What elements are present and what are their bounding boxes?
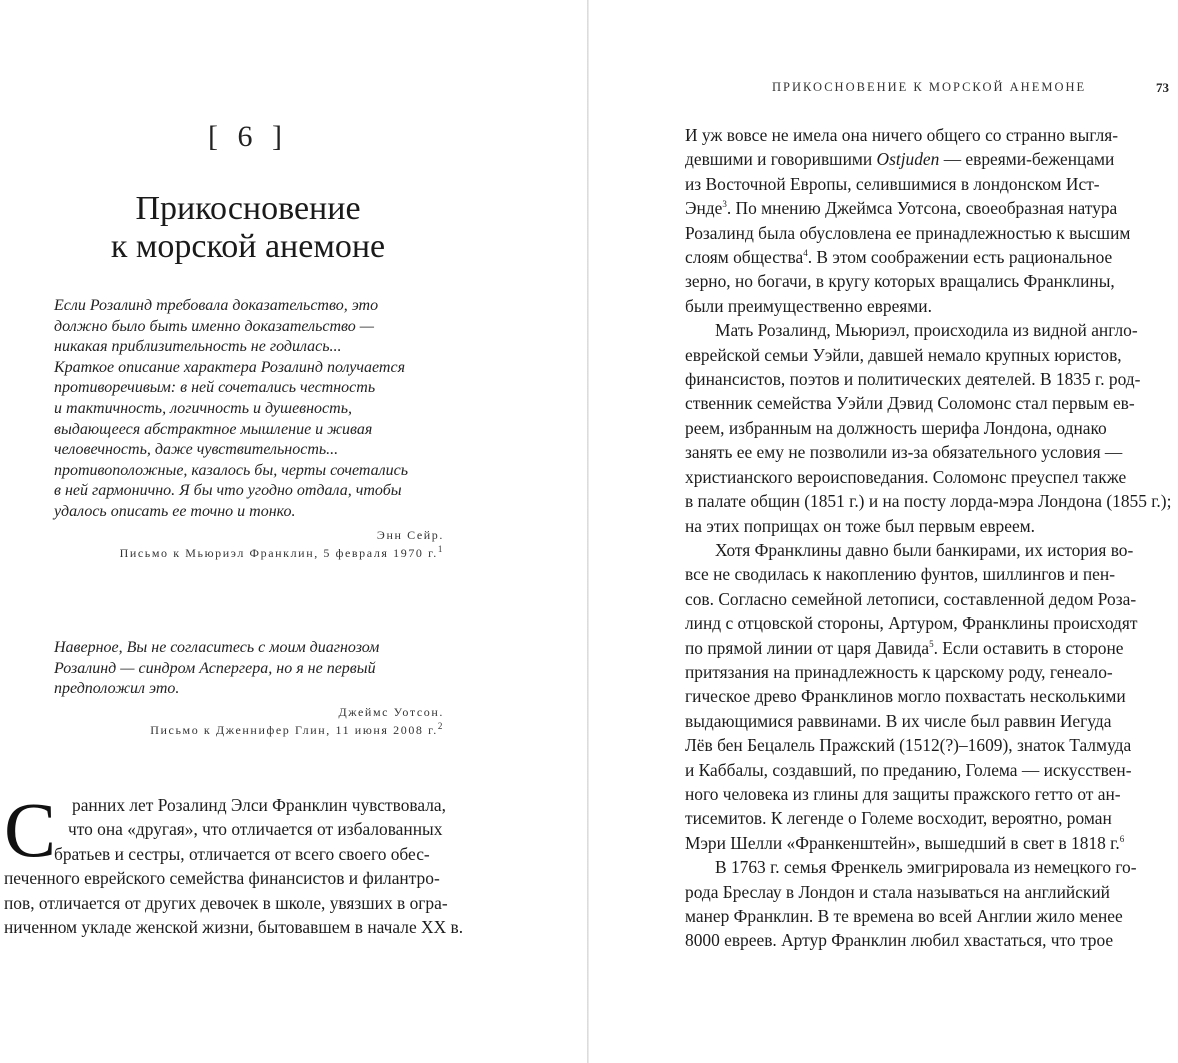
- epigraph-line: Наверное, Вы не согласитесь с моим диагнозом: [54, 639, 380, 656]
- right-page: [589, 0, 1178, 1063]
- paragraph-line: печенного еврейского семейства финансистов и филантро-: [4, 868, 440, 889]
- epigraph-line: Краткое описание характера Розалинд получается: [54, 358, 406, 376]
- paragraph-line: были преимущественно евреями.: [685, 295, 932, 316]
- paragraph-line: [685, 196, 1175, 220]
- footnote-ref: 5: [929, 638, 934, 649]
- chapter-title-line: Прикосновение: [135, 190, 361, 227]
- epigraph-line: никакая приблизительность не годилась...: [54, 338, 342, 356]
- epigraph-text: [54, 638, 444, 700]
- paragraph-line: гическое древо Франклинов могло похвастать несколькими: [685, 686, 1126, 707]
- text-run: Мэри Шелли «Франкенштейн», вышедший в свет в 1818 г.: [685, 832, 1120, 853]
- paragraph-line: из Восточной Европы, селившимися в лондонском Ист-: [685, 173, 1100, 194]
- epigraph-line: должно было быть именно доказательство —: [54, 317, 375, 335]
- paragraph-line: на этих поприщах он тоже был первым евреем.: [685, 515, 1036, 536]
- paragraph-line: что она «другая», что отличается от избалованных: [68, 819, 443, 840]
- paragraph-line: в палате общин (1851 г.) и на посту лорда-мэра Лондона (1855 г.);: [685, 491, 1172, 512]
- text-run: девшими и говорившими: [685, 149, 877, 170]
- paragraph-line: линд с отцовской стороны, Артуром, Франклины происходят: [685, 613, 1138, 634]
- chapter-title: [0, 190, 496, 266]
- epigraph-text: [54, 296, 444, 523]
- paragraph-line: зерно, но богачи, в кругу которых вращались Франклины,: [685, 271, 1115, 292]
- paragraph-line: ственник семейства Уэйли Дэвид Соломонс стал первым ев-: [685, 393, 1135, 414]
- running-head: ПРИКОСНОВЕНИЕ К МОРСКОЙ АНЕМОНЕ: [772, 80, 1087, 94]
- paragraph-line: [685, 636, 1175, 660]
- paragraph-line: 8000 евреев. Артур Франклин любил хвастаться, что трое: [685, 930, 1114, 951]
- paragraph-line: И уж вовсе не имела она ничего общего со странно выгля-: [685, 125, 1119, 145]
- paragraph-line: [685, 147, 1175, 171]
- epigraph-line: противоречивым: в ней сочетались честность: [54, 379, 376, 397]
- epigraph-line: предположил это.: [54, 680, 180, 698]
- footnote-ref: 4: [803, 248, 808, 259]
- text-run: . Если оставить в стороне: [933, 637, 1124, 658]
- paragraph-line: В 1763 г. семья Френкель эмигрировала из немецкого го-: [715, 857, 1137, 878]
- paragraph-line: выдающимися раввинами. В их числе был раввин Иегуда: [685, 710, 1112, 731]
- paragraph-line: финансистов, поэтов и политических деятелей. В 1835 г. род-: [685, 369, 1141, 390]
- paragraph-line: рода Бреслау в Лондон и стала называться на английский: [685, 881, 1110, 902]
- chapter-title-line: к морской анемоне: [110, 228, 386, 265]
- text-run: . В этом соображении есть рациональное: [807, 247, 1113, 268]
- text-run: . По мнению Джеймса Уотсона, своеобразная натура: [726, 198, 1118, 219]
- epigraph-source-text: Письмо к Мьюриэл Франклин, 5 февраля 1970 г.: [119, 545, 438, 560]
- epigraph-line: Если Розалинд требовала доказательство, это: [54, 297, 379, 314]
- text-run: по прямой линии от царя Давида: [685, 637, 930, 658]
- paragraph-line: все не сводилась к накоплению фунтов, шиллингов и пен-: [685, 564, 1115, 585]
- text-run: слоям общества: [685, 247, 804, 268]
- epigraph-source: [54, 544, 444, 562]
- opening-paragraph: [4, 786, 494, 939]
- paragraph-line: занять ее ему не позволили из-за обязательного условия —: [685, 442, 1123, 463]
- paragraph-line: пов, отличается от других девочек в школе, увязших в огра-: [4, 892, 448, 913]
- paragraph-line: ного человека из глины для защиты пражского гетто от ан-: [685, 783, 1121, 804]
- drop-cap: С: [4, 786, 57, 873]
- text-run: Энде: [685, 198, 723, 219]
- epigraph-source-text: Письмо к Дженнифер Глин, 11 июня 2008 г.: [150, 722, 438, 737]
- epigraph-watson: [54, 638, 444, 739]
- epigraph-author: Энн Сейр.: [376, 527, 444, 542]
- paragraph-line: притязания на принадлежность к царскому роду, генеало-: [685, 661, 1113, 682]
- paragraph-line: манер Франклин. В те времена во всей Англии жило менее: [685, 906, 1123, 926]
- epigraph-author: Джеймс Уотсон.: [338, 704, 444, 719]
- epigraph-source: [54, 721, 444, 739]
- italic-term: Ostjuden: [876, 149, 940, 170]
- footnote-ref: 6: [1119, 833, 1125, 844]
- paragraph-line: ранних лет Розалинд Элси Франклин чувствовала,: [72, 795, 446, 815]
- paragraph-line: ниченном укладе женской жизни, бытовавшем в начале XX в.: [4, 917, 464, 938]
- body-text: [685, 123, 1175, 953]
- paragraph-line: братьев и сестры, отличается от всего своего обес-: [54, 843, 430, 864]
- paragraph-line: христианского вероисповедания. Соломонс преуспел также: [685, 466, 1127, 487]
- left-page: [0, 0, 588, 1063]
- paragraph-line: Хотя Франклины давно были банкирами, их история во-: [715, 539, 1134, 560]
- epigraph-line: удалось описать ее точно и тонко.: [54, 502, 296, 520]
- footnote-ref: 2: [437, 720, 444, 731]
- paragraph-line: сов. Согласно семейной летописи, составленной дедом Роза-: [685, 588, 1137, 609]
- epigraph-line: Розалинд — синдром Аспергера, но я не первый: [54, 659, 376, 677]
- epigraph-line: в ней гармонично. Я бы что угодно отдала, чтобы: [54, 482, 402, 500]
- epigraph-line: противоположные, казалось бы, черты сочетались: [54, 461, 409, 479]
- epigraph-line: выдающееся абстрактное мышление и живая: [54, 420, 373, 438]
- epigraph-line: и тактичность, логичность и душевность,: [54, 399, 352, 417]
- chapter-number: [ 6 ]: [208, 120, 288, 153]
- paragraph-line: Лёв бен Бецалель Пражский (1512(?)–1609), знаток Талмуда: [685, 735, 1132, 756]
- footnote-ref: 3: [722, 199, 727, 210]
- epigraph-sayre: [54, 296, 444, 562]
- page-number: 73: [1156, 80, 1169, 95]
- paragraph-line: [685, 245, 1175, 269]
- epigraph-attribution: [54, 703, 444, 739]
- paragraph-line: Мать Розалинд, Мьюриэл, происходила из видной англо-: [715, 320, 1138, 341]
- paragraph-line: реем, избранным на должность шерифа Лондона, однако: [685, 417, 1107, 438]
- epigraph-attribution: [54, 526, 444, 562]
- paragraph-line: и Каббалы, создавший, по преданию, Голема — искусствен-: [685, 759, 1132, 780]
- epigraph-line: человечность, даже чувствительность...: [54, 441, 339, 459]
- paragraph-line: [685, 831, 1175, 855]
- footnote-ref: 1: [437, 543, 444, 554]
- text-run: — евреями-беженцами: [939, 149, 1115, 170]
- paragraph-line: Розалинд была обусловлена ее принадлежностью к высшим: [685, 222, 1131, 243]
- paragraph-line: тисемитов. К легенде о Големе восходит, вероятно, роман: [685, 808, 1112, 829]
- paragraph-line: еврейской семьи Уэйли, давшей немало крупных юристов,: [685, 344, 1122, 365]
